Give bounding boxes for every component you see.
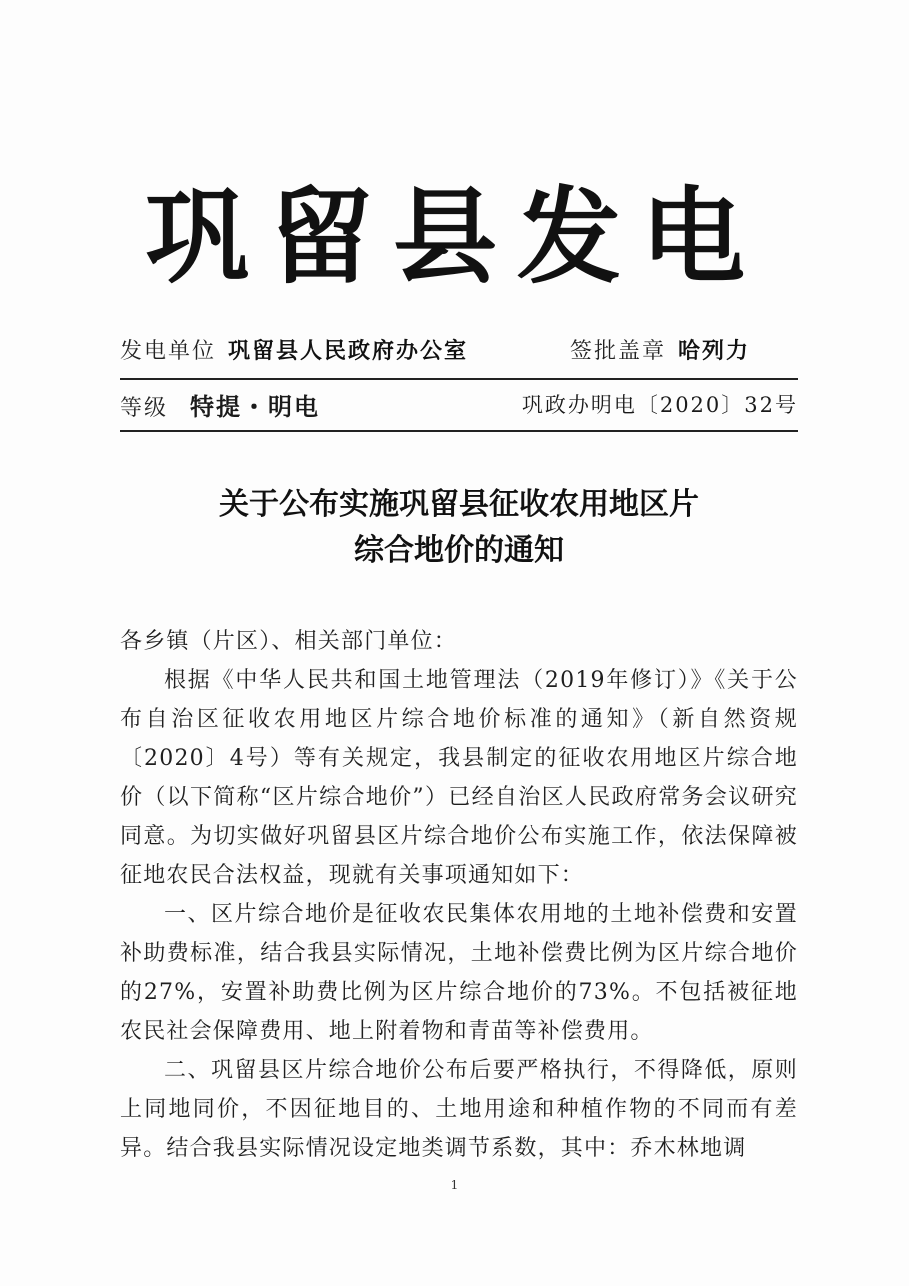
sender-label: 发电单位 bbox=[120, 338, 217, 364]
divider-line bbox=[120, 430, 798, 432]
title-line-2: 综合地价的通知 bbox=[354, 533, 564, 568]
signer-value: 哈列力 bbox=[677, 337, 750, 364]
signer-group bbox=[570, 334, 750, 365]
level-group bbox=[120, 387, 320, 422]
level-value: 特提・明电 bbox=[190, 392, 321, 421]
masthead-title: 巩留县发电 bbox=[144, 176, 765, 298]
salutation: 各乡镇（片区）、相关部门单位： bbox=[120, 629, 458, 654]
body-paragraph: 一、区片综合地价是征收农民集体农用地的土地补偿费和安置补助费标准，结合我县实际情况，土地补偿费比例为区片综合地价的27%，安置补助费比例为区片综合地价的73%。不包括被征地农民社会保障费用、地上附着物和青苗等补偿费用。 bbox=[120, 902, 798, 1044]
page-number: 1 bbox=[450, 1178, 459, 1192]
notice-title bbox=[120, 482, 798, 574]
signer-label: 签批盖章 bbox=[569, 338, 666, 364]
divider-line bbox=[120, 378, 798, 380]
notice-body bbox=[120, 622, 798, 1168]
sender-row bbox=[120, 330, 798, 368]
sender-value: 巩留县人民政府办公室 bbox=[228, 337, 469, 364]
sender-group bbox=[120, 334, 468, 365]
level-label: 等级 bbox=[120, 395, 169, 421]
document-number: 巩政办明电〔2020〕32号 bbox=[521, 393, 798, 417]
title-line-1: 关于公布实施巩留县征收农用地区片 bbox=[219, 487, 699, 522]
body-paragraph: 根据《中华人民共和国土地管理法（2019年修订）》《关于公布自治区征收农用地区片综合地价标准的通知》（新自然资规〔2020〕4号）等有关规定，我县制定的征收农用地区片综合地价（以下简称“区片综合地价”）已经自治区人民政府常务会议研究同意。为切实做好巩留县区片综合地价公布实施工作，依法保障被征地农民合法权益，现就有关事项通知如下： bbox=[120, 668, 798, 888]
body-paragraph: 二、巩留县区片综合地价公布后要严格执行，不得降低，原则上同地同价，不因征地目的、土地用途和种植作物的不同而有差异。结合我县实际情况设定地类调节系数，其中：乔木林地调 bbox=[120, 1058, 798, 1161]
level-row bbox=[120, 385, 798, 423]
